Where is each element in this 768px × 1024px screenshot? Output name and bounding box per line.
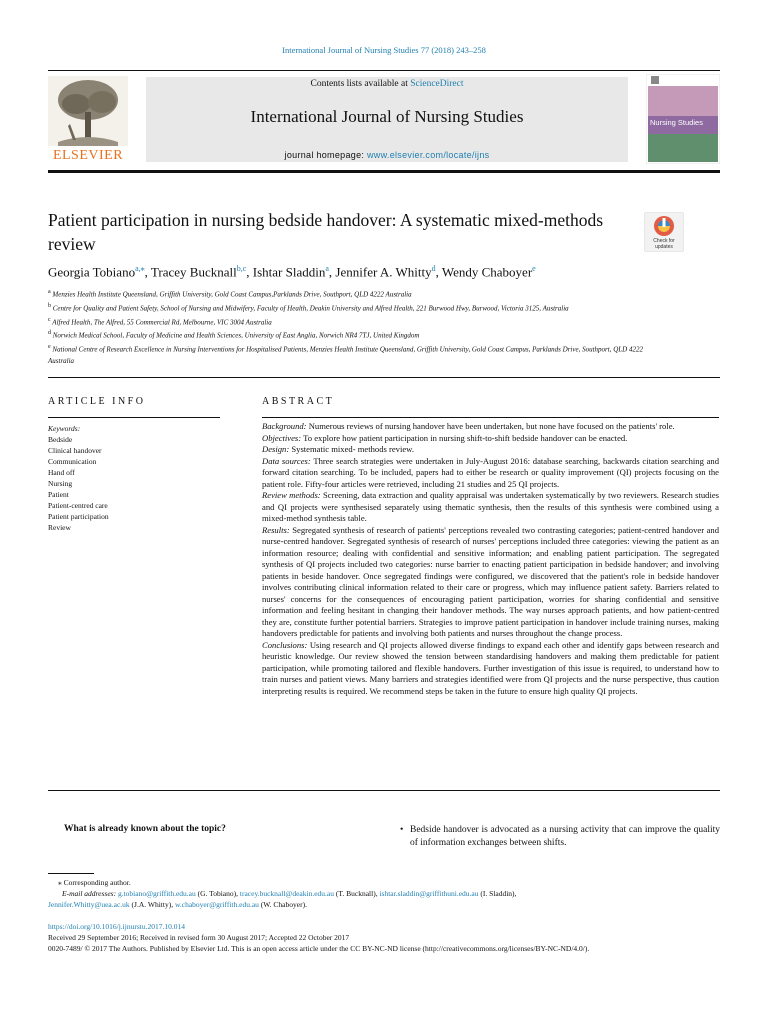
contents-prefix: Contents lists available at xyxy=(310,79,411,89)
abstract-section-label: Design: xyxy=(262,444,290,454)
license-note: 0020-7489/ © 2017 The Authors. Published by Elsevier Ltd. This is an open access article under the CC BY-NC-ND license (http://creativecommons.org/licenses/BY-NC-ND/4.0/). xyxy=(48,944,590,953)
abstract-bottom-rule xyxy=(48,790,720,791)
author-separator: , xyxy=(144,264,151,280)
affiliation-list xyxy=(48,287,648,368)
footnote-rule xyxy=(48,873,94,874)
section-divider xyxy=(48,377,720,378)
affiliation-marker: e xyxy=(48,344,51,351)
known-topic-heading: What is already known about the topic? xyxy=(64,824,226,834)
author-affiliation-marker[interactable]: a,⁎ xyxy=(135,264,145,273)
email-link[interactable]: Jennifer.Whitty@uea.ac.uk xyxy=(48,900,130,909)
article-info-heading: ARTICLE INFO xyxy=(48,396,146,407)
doi-link[interactable]: https://doi.org/10.1016/j.ijnurstu.2017.10.014 xyxy=(48,922,185,931)
abstract-rule xyxy=(262,417,719,418)
abstract-section-label: Objectives: xyxy=(262,432,302,443)
affiliation-marker: a xyxy=(48,289,51,295)
email-owner: (G. Tobiano), xyxy=(197,889,239,898)
email-label: E-mail addresses: xyxy=(62,889,117,898)
homepage-link[interactable]: www.elsevier.com/locate/ijns xyxy=(367,150,490,160)
elsevier-logo xyxy=(48,76,128,164)
author-name: Jennifer A. Whitty xyxy=(335,264,432,280)
abstract-heading: ABSTRACT xyxy=(262,396,335,407)
check-for-updates-badge[interactable] xyxy=(644,212,684,252)
abstract-section xyxy=(262,421,719,433)
email-owner: (J.A. Whitty), xyxy=(131,900,174,909)
abstract-section-text: Numerous reviews of nursing handover have been undertaken, but none have focused on the patients' role. xyxy=(308,421,675,431)
abstract-section-text: Screening, data extraction and quality appraisal was undertaken systematically by two reviewers. Research studies and QI projects were synthesised separately using thematic synthesis, then the results of this synthesis were combined using a mixed-method synthesis table. xyxy=(262,490,719,523)
article-title: Patient participation in nursing bedside handover: A systematic mixed-methods review xyxy=(48,210,604,254)
known-topic-bullet xyxy=(400,824,720,850)
publication-info xyxy=(48,921,728,954)
author-separator: , xyxy=(246,264,253,280)
author-name: Tracey Bucknall xyxy=(150,264,237,280)
email-addresses xyxy=(48,888,728,899)
elsevier-wordmark: ELSEVIER xyxy=(52,148,124,163)
email-addresses-cont xyxy=(48,899,728,910)
abstract-section xyxy=(262,433,719,445)
author-list xyxy=(48,264,688,280)
keyword: Review xyxy=(48,523,71,532)
crossmark-text: Check for updates xyxy=(653,238,675,250)
affiliation-item xyxy=(48,342,648,367)
author-name: Georgia Tobiano xyxy=(48,264,136,280)
abstract-body xyxy=(262,421,719,697)
abstract-section xyxy=(262,525,719,640)
affiliation-item xyxy=(48,315,648,329)
keyword: Communication xyxy=(48,457,97,466)
affiliation-marker: d xyxy=(48,330,51,337)
footnotes xyxy=(48,877,728,910)
author-affiliation-marker[interactable]: e xyxy=(532,264,536,273)
keyword: Patient participation xyxy=(48,512,109,521)
affiliation-text: National Centre of Research Excellence in Nursing Interventions for Hospitalised Patients, Menzies Health Institute Queensland, Griffith University, Gold Coast Campus, Parklands Drive, Southport, QLD 4222 Australia xyxy=(48,345,643,366)
sciencedirect-link[interactable]: ScienceDirect xyxy=(410,79,464,89)
abstract-section-label: Results: xyxy=(262,524,290,535)
abstract-section-text: Systematic mixed- methods review. xyxy=(291,444,414,454)
affiliation-text: Norwich Medical School, Faculty of Medicine and Health Sciences, University of East Anglia, Norwich NR4 7TJ, United Kingdom xyxy=(52,331,420,340)
email-owner: (T. Bucknall), xyxy=(335,889,378,898)
abstract-section-text: To explore how patient participation in nursing shift-to-shift bedside handover can be enacted. xyxy=(303,432,628,443)
journal-banner xyxy=(146,77,628,162)
affiliation-item xyxy=(48,328,648,342)
author-name: Wendy Chaboyer xyxy=(441,264,533,280)
author-name: Ishtar Sladdin xyxy=(252,264,326,280)
affiliation-item xyxy=(48,287,648,301)
keyword: Bedside xyxy=(48,435,73,444)
bullet-icon: • xyxy=(400,825,404,835)
affiliation-marker: c xyxy=(48,316,51,323)
keywords-label: Keywords: xyxy=(48,424,81,433)
journal-title: International Journal of Nursing Studies xyxy=(250,107,524,126)
abstract-section xyxy=(262,444,719,456)
author-affiliation-marker[interactable]: b,c xyxy=(236,264,247,273)
abstract-section xyxy=(262,490,719,525)
homepage-line xyxy=(146,150,628,160)
abstract-section-label: Review methods: xyxy=(262,490,321,500)
header-bottom-rule xyxy=(48,170,720,173)
contents-line xyxy=(146,79,628,89)
corresponding-author-note: ⁎ Corresponding author. xyxy=(58,878,131,887)
affiliation-marker: b xyxy=(48,302,51,309)
email-link[interactable]: g.tobiano@griffith.edu.au xyxy=(117,889,196,898)
abstract-section xyxy=(262,456,719,491)
email-owner: (W. Chaboyer). xyxy=(260,900,307,909)
journal-cover-thumbnail[interactable] xyxy=(646,74,720,164)
email-link[interactable]: w.chaboyer@griffith.edu.au xyxy=(174,900,259,909)
affiliation-text: Centre for Quality and Patient Safety, School of Nursing and Midwifery, Faculty of Health, Deakin University and Alfred Health, 221 Burwood Hwy, Burwood, Victoria 3125, Australia xyxy=(52,304,569,313)
keyword: Patient xyxy=(48,490,69,499)
abstract-section-text: Using research and QI projects allowed diverse findings to expand each other and identify gaps between research and heuristic knowledge. Our review showed the tension between standardising handovers and making them predictable for patient participation, while promoting tailored and flexible handovers. Further investigation of this issue is required, to understand how to train nurses and patient views. Many barriers and strategies identified were from QI projects and the nurse perspective, thus caution interpreting results is required. We recommend steps be taken in the future to ensure high quality QI projects. xyxy=(262,639,719,696)
author-affiliation-marker[interactable]: d xyxy=(431,264,436,273)
abstract-section-label: Conclusions: xyxy=(262,639,308,650)
keywords-block xyxy=(48,423,218,533)
known-topic-text: Bedside handover is advocated as a nursing activity that can improve the quality of information exchanges between shifts. xyxy=(410,825,720,848)
keyword: Clinical handover xyxy=(48,446,102,455)
affiliation-item xyxy=(48,301,648,315)
author-separator: , xyxy=(328,264,336,280)
abstract-section-text: Three search strategies were undertaken in July-August 2016: database searching, backwards citation searching and forward citation searching. To be included, papers had to either be research or quality improvement (QI) projects focusing on the patient role. Fifty-four articles were retrieved, including 21 studies and 25 QI projects. xyxy=(262,455,720,489)
author-affiliation-marker[interactable]: a xyxy=(325,264,329,273)
email-owner: (I. Sladdin), xyxy=(480,889,517,898)
email-link[interactable]: ishtar.sladdin@griffithuni.edu.au xyxy=(379,889,479,898)
keyword: Patient-centred care xyxy=(48,501,108,510)
abstract-section-label: Background: xyxy=(262,421,307,431)
email-link[interactable]: tracey.bucknall@deakin.edu.au xyxy=(239,889,334,898)
abstract-section xyxy=(262,640,719,698)
abstract-section-text: Segregated synthesis of research of patients' perceptions revealed two contrasting categories; patient-centred handover and nurse-centred handover. Segregated synthesis of research of nurses' perceptions included three categories: viewing the patient as an information resource; dealing with confidential and sensitive information; and enabling patient participation. The segregated synthesis of QI projects included two categories: nurse barrier to enacting patient participation in bedside handover; and involving patients in beside handover. Once segregated findings were configured, we discovered that the patient's role in bedside handover involves contributing clinical information related to their care or progress, which may influence patient safety. Barriers related to nurses' concerns for the consequences of encouraging patient participation, worries for sharing confidential and sensitive information and feeling hesitant in changing their handover methods. The way nurses approach patients, and how patient-centred they are, constitute further potential barriers. Strategies to improve patient participation in handover include training nurses, making handovers predictable for patients and involving both patients and nurses throughout the change process. xyxy=(262,524,720,638)
keyword: Nursing xyxy=(48,479,73,488)
header-top-rule xyxy=(48,70,720,71)
homepage-prefix: journal homepage: xyxy=(284,150,367,160)
received-dates: Received 29 September 2016; Received in revised form 30 August 2017; Accepted 22 October 2017 xyxy=(48,933,350,942)
article-info-rule xyxy=(48,417,220,418)
cover-title: Nursing Studies xyxy=(650,118,703,127)
affiliation-text: Menzies Health Institute Queensland, Griffith University, Gold Coast Campus,Parklands Drive, Southport, QLD 4222 Australia xyxy=(52,290,412,299)
abstract-section-label: Data sources: xyxy=(262,455,311,466)
keyword: Hand off xyxy=(48,468,75,477)
author-separator: , xyxy=(435,264,442,280)
affiliation-text: Alfred Health, The Alfred, 55 Commercial Rd, Melbourne, VIC 3004 Australia xyxy=(52,317,272,326)
journal-citation[interactable]: International Journal of Nursing Studies 77 (2018) 243–258 xyxy=(282,45,486,55)
